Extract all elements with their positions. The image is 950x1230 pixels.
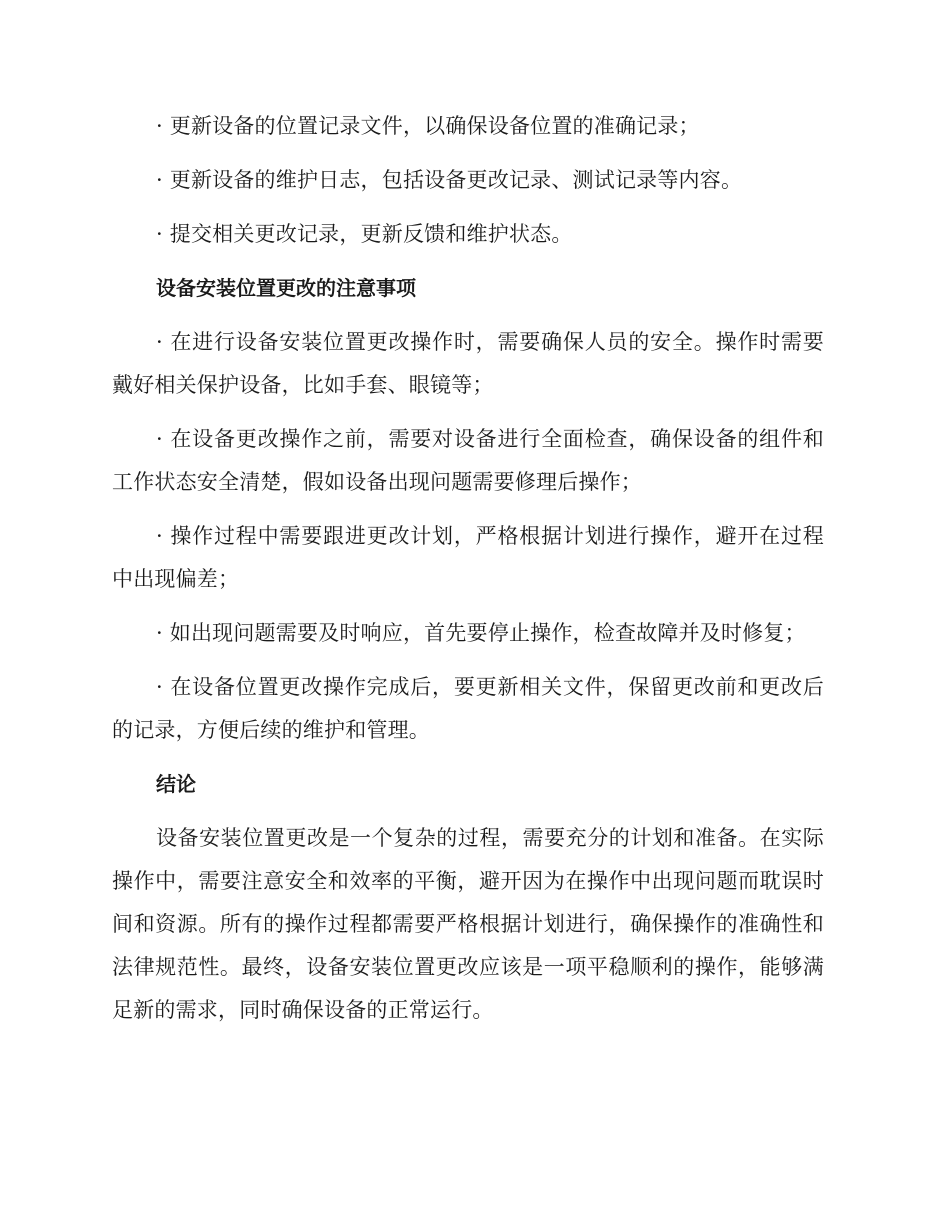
list-item: · 操作过程中需要跟进更改计划，严格根据计划进行操作，避开在过程中出现偏差；: [112, 524, 824, 591]
list-item: · 在设备更改操作之前，需要对设备进行全面检查，确保设备的组件和工作状态安全清楚，假如设备出现问题需要修理后操作；: [112, 427, 824, 494]
list-item: · 如出现问题需要及时响应，首先要停止操作，检查故障并及时修复；: [156, 621, 806, 645]
precautions-list: [112, 321, 824, 752]
conclusion-section: [112, 763, 824, 1032]
list-item: · 提交相关更改记录，更新反馈和维护状态。: [156, 222, 573, 246]
list-item: · 在进行设备安装位置更改操作时，需要确保人员的安全。操作时需要戴好相关保护设备，比如手套、眼镜等；: [112, 330, 824, 397]
conclusion-paragraph: 设备安装位置更改是一个复杂的过程，需要充分的计划和准备。在实际操作中，需要注意安全和效率的平衡，避开因为在操作中出现问题而耽误时间和资源。所有的操作过程都需要严格根据计划进行，确保操作的准确性和法律规范性。最终，设备安装位置更改应该是一项平稳顺利的操作，能够满足新的需求，同时确保设备的正常运行。: [112, 826, 824, 1022]
list-item: · 在设备位置更改操作完成后，要更新相关文件，保留更改前和更改后的记录，方便后续的维护和管理。: [112, 675, 824, 742]
precautions-section: [112, 267, 824, 752]
list-item: · 更新设备的位置记录文件，以确保设备位置的准确记录；: [156, 114, 700, 138]
list-item: · 更新设备的维护日志，包括设备更改记录、测试记录等内容。: [156, 168, 743, 192]
section-heading: 设备安装位置更改的注意事项: [156, 276, 416, 300]
update-steps-list: [112, 105, 824, 256]
document-page: [112, 105, 824, 1032]
section-heading: 结论: [156, 772, 196, 796]
